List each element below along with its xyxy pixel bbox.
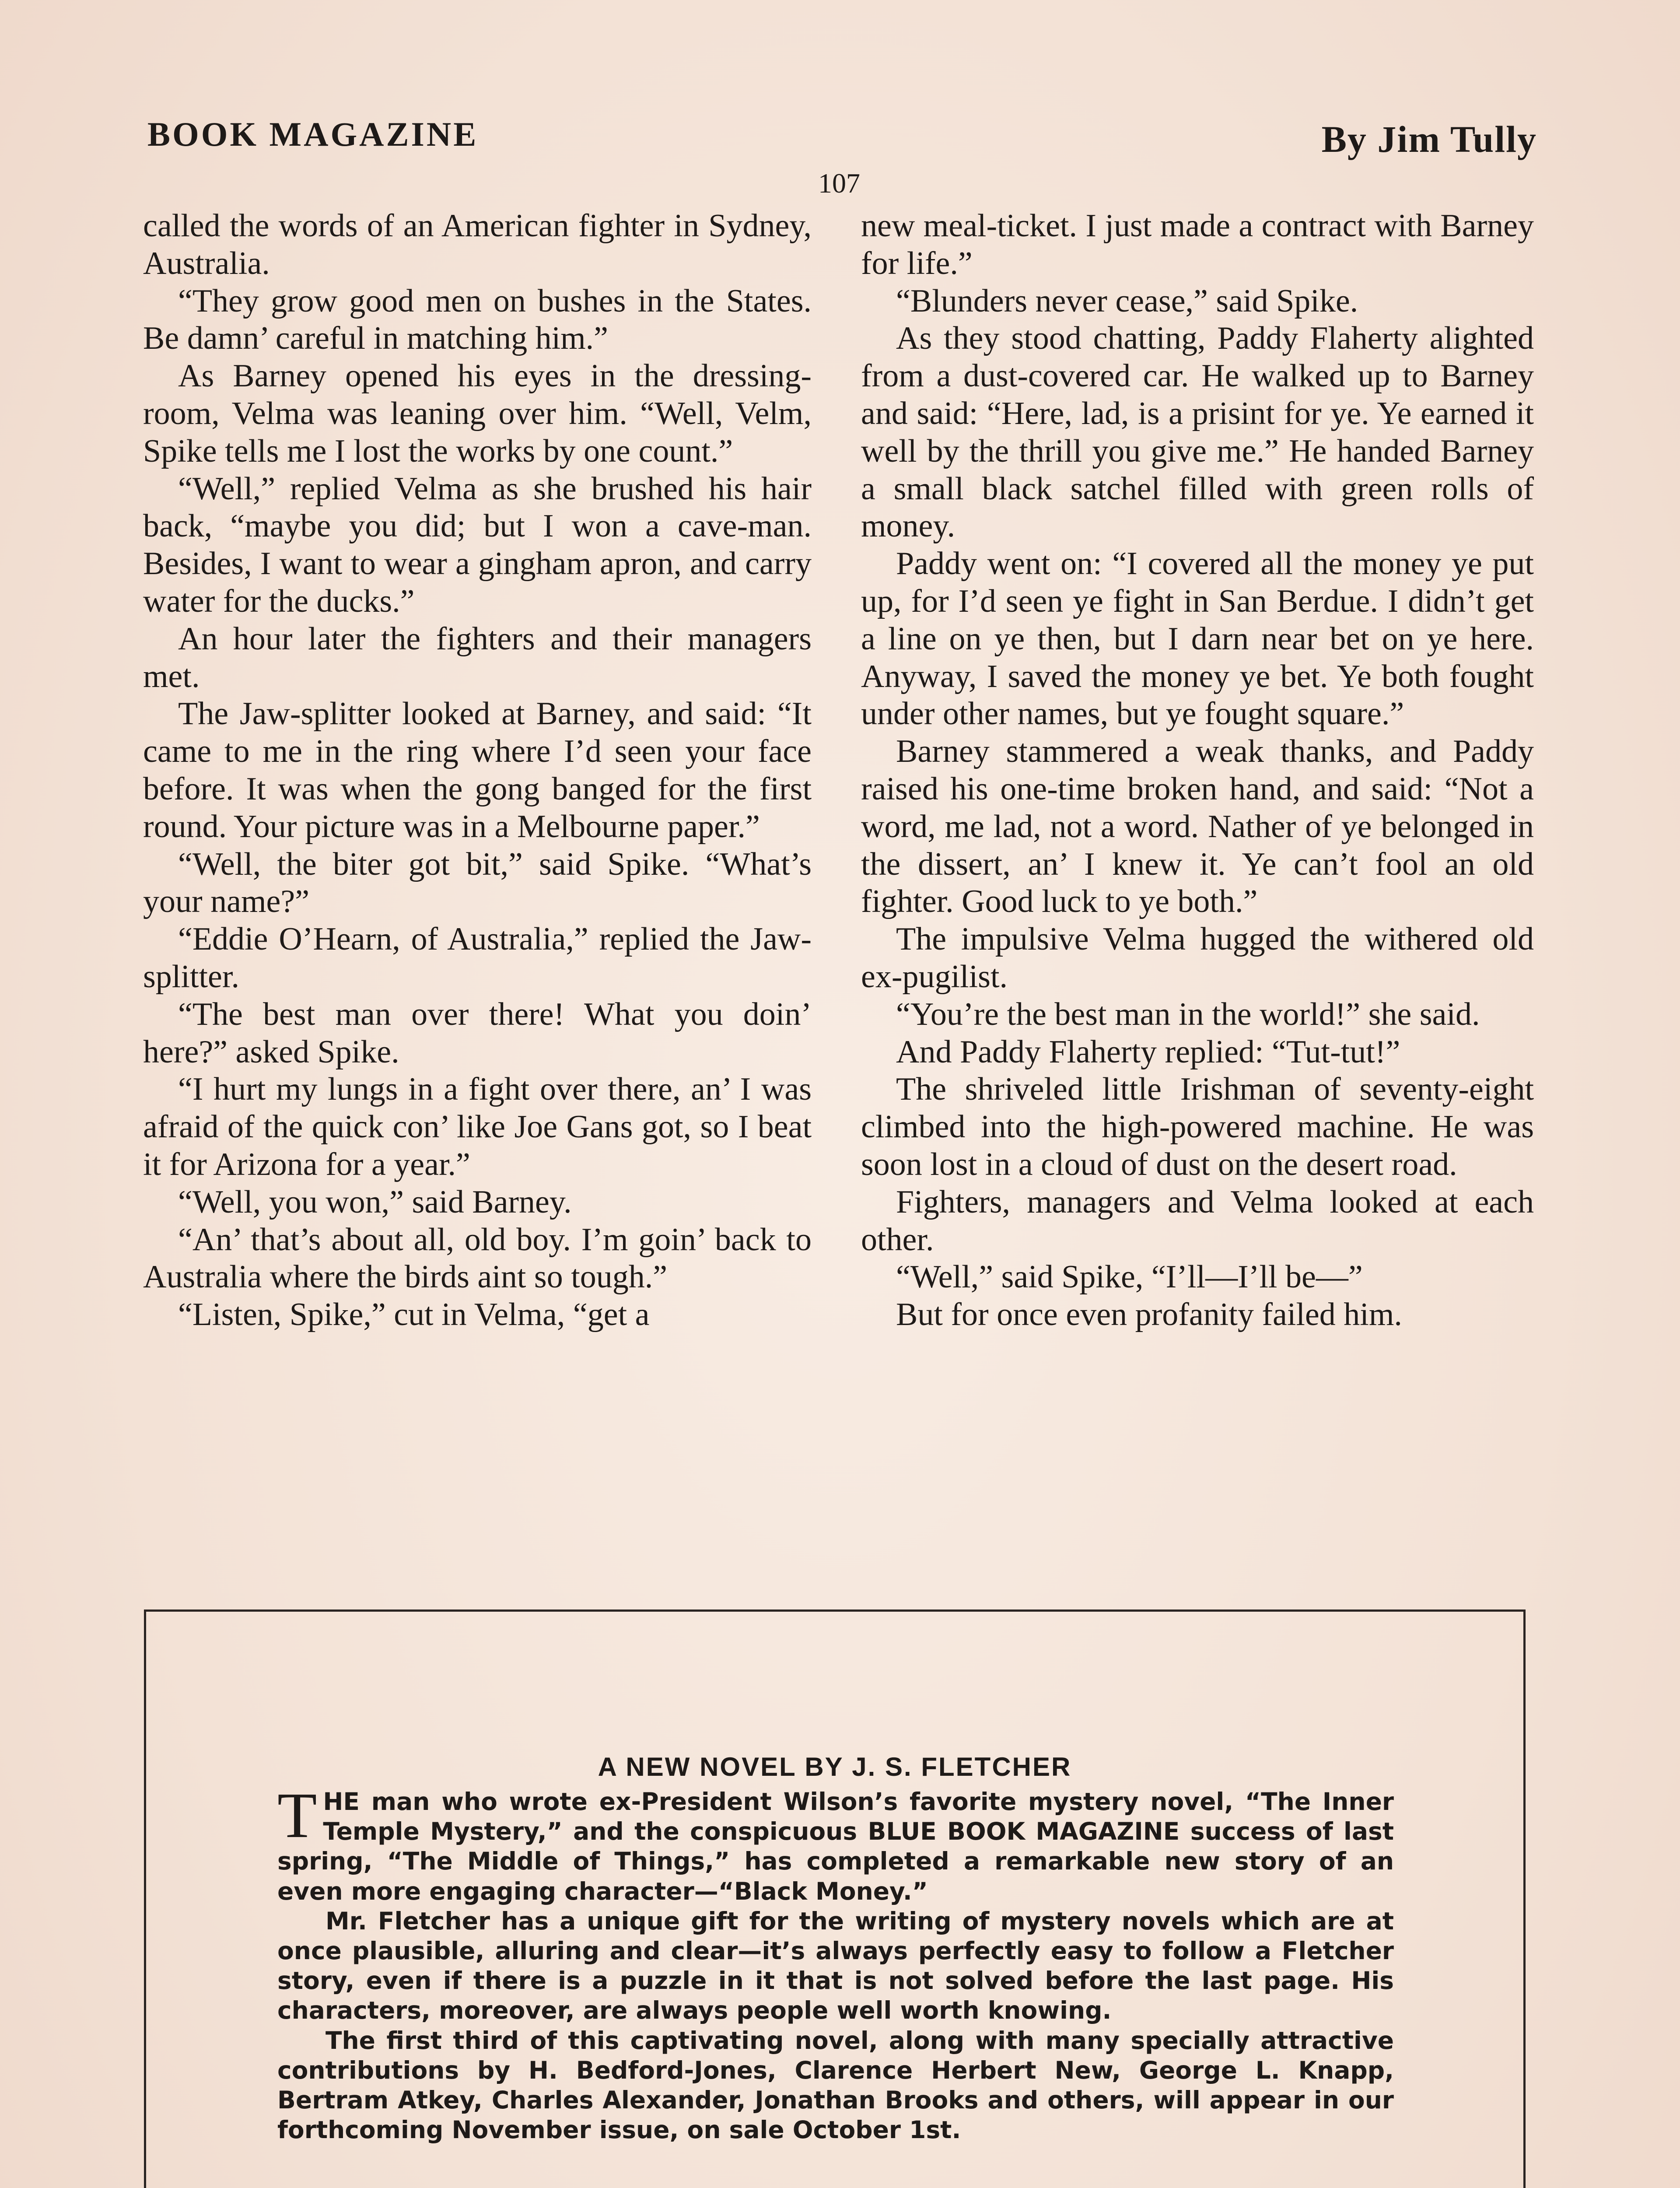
story-paragraph: “The best man over there! What you doin’ here?” asked Spike. bbox=[143, 996, 812, 1070]
announcement-paragraph: The first third of this captivating novel, along with many specially attractive contributions by H. Bedford-Jones, Clarence Herbert New, George L. Knapp, Bertram Atkey, Charles Alexander, Jonathan Brooks and others, will appear in our forthcoming November issue, on sale October 1st. bbox=[277, 2026, 1394, 2144]
story-paragraph: Paddy went on: “I covered all the money ye put up, for I’d seen ye fight in San Berdue. I didn’t get a line on ye then, but I darn near bet on ye here. Anyway, I saved the money ye bet. Ye both fought under other names, but ye fought square.” bbox=[861, 546, 1534, 732]
story-paragraph: The Jaw-splitter looked at Barney, and said: “It came to me in the ring where I’d seen your face before. It was when the gong banged for the first round. Your picture was in a Melbourne paper.” bbox=[143, 696, 812, 845]
story-paragraph: “Well,” replied Velma as she brushed his hair back, “maybe you did; but I won a cave-man. Besides, I want to wear a gingham apron, and carry water for the ducks.” bbox=[143, 470, 812, 619]
story-paragraph: “I hurt my lungs in a fight over there, an’ I was afraid of the quick con’ like Joe Gans got, so I beat it for Arizona for a year.” bbox=[143, 1071, 812, 1182]
story-paragraph: Barney stammered a weak thanks, and Paddy raised his one-time broken hand, and said: “Not a word, me lad, not a word. Nather of ye belonged in the dissert, an’ I knew it. Ye can’t fool an old fighter. Good luck to ye both.” bbox=[861, 733, 1534, 920]
story-paragraph: called the words of an American fighter in Sydney, Australia. bbox=[143, 208, 812, 281]
story-paragraph: “Well, you won,” said Barney. bbox=[178, 1184, 572, 1220]
story-paragraph: “An’ that’s about all, old boy. I’m goin’ back to Australia where the birds aint so tough.” bbox=[143, 1221, 812, 1295]
announcement-paragraph: Mr. Fletcher has a unique gift for the writing of mystery novels which are at once plausible, alluring and clear—it’s always perfectly easy to follow a Fletcher story, even if there is a puzzle in it that is not solved before the last page. His characters, moreover, are always people well worth knowing. bbox=[277, 1907, 1394, 2025]
announcement-paragraph-text: HE man who wrote ex-President Wilson’s favorite mystery novel, “The Inner Temple Mystery,” and the conspicuous BLUE BOOK MAGAZINE success of last spring, “The Middle of Things,” has completed a remarkable new story of an even more engaging character—“Black Money.” bbox=[277, 1788, 1394, 1905]
story-paragraph: An hour later the fighters and their managers met. bbox=[143, 621, 812, 694]
story-paragraph: As they stood chatting, Paddy Flaherty alighted from a dust-covered car. He walked up to Barney and said: “Here, lad, is a prisint for ye. Ye earned it well by the thrill you give me.” He handed Barney a small black satchel filled with green rolls of money. bbox=[861, 320, 1534, 544]
story-paragraph: The shriveled little Irishman of seventy-eight climbed into the high-powered machine. He was soon lost in a cloud of dust on the desert road. bbox=[861, 1071, 1534, 1182]
story-paragraph: Fighters, managers and Velma looked at each other. bbox=[861, 1184, 1534, 1258]
announcement-paragraph bbox=[277, 1780, 1394, 1906]
announcement-box bbox=[144, 1609, 1526, 2188]
story-paragraph: As Barney opened his eyes in the dressing-room, Velma was leaning over him. “Well, Velm, Spike tells me I lost the works by one count.” bbox=[143, 358, 812, 469]
story-column-right bbox=[861, 207, 1534, 1334]
story-paragraph: new meal-ticket. I just made a contract with Barney for life.” bbox=[861, 208, 1534, 281]
story-column-left bbox=[143, 207, 812, 1334]
story-paragraph: “Blunders never cease,” said Spike. bbox=[896, 283, 1358, 319]
drop-cap: T bbox=[277, 1780, 317, 1851]
story-paragraph: But for once even profanity failed him. bbox=[896, 1297, 1402, 1333]
running-header-magazine: BOOK MAGAZINE bbox=[147, 115, 479, 153]
story-paragraph: “Listen, Spike,” cut in Velma, “get a bbox=[178, 1297, 650, 1333]
announcement-title: A NEW NOVEL BY J. S. FLETCHER bbox=[598, 1752, 1072, 1781]
story-paragraph: “Eddie O’Hearn, of Australia,” replied the Jaw-splitter. bbox=[143, 921, 812, 995]
announcement-body bbox=[277, 1780, 1394, 2145]
story-paragraph: And Paddy Flaherty replied: “Tut-tut!” bbox=[896, 1034, 1400, 1070]
story-paragraph: The impulsive Velma hugged the withered old ex-pugilist. bbox=[861, 921, 1534, 995]
page-number: 107 bbox=[818, 168, 860, 199]
story-paragraph: “Well, the biter got bit,” said Spike. “What’s your name?” bbox=[143, 846, 812, 920]
story-paragraph: “Well,” said Spike, “I’ll—I’ll be—” bbox=[896, 1259, 1363, 1295]
story-paragraph: “You’re the best man in the world!” she said. bbox=[896, 996, 1480, 1032]
running-header-author: By Jim Tully bbox=[1321, 118, 1537, 160]
story-paragraph: “They grow good men on bushes in the States. Be damn’ careful in matching him.” bbox=[143, 283, 812, 357]
